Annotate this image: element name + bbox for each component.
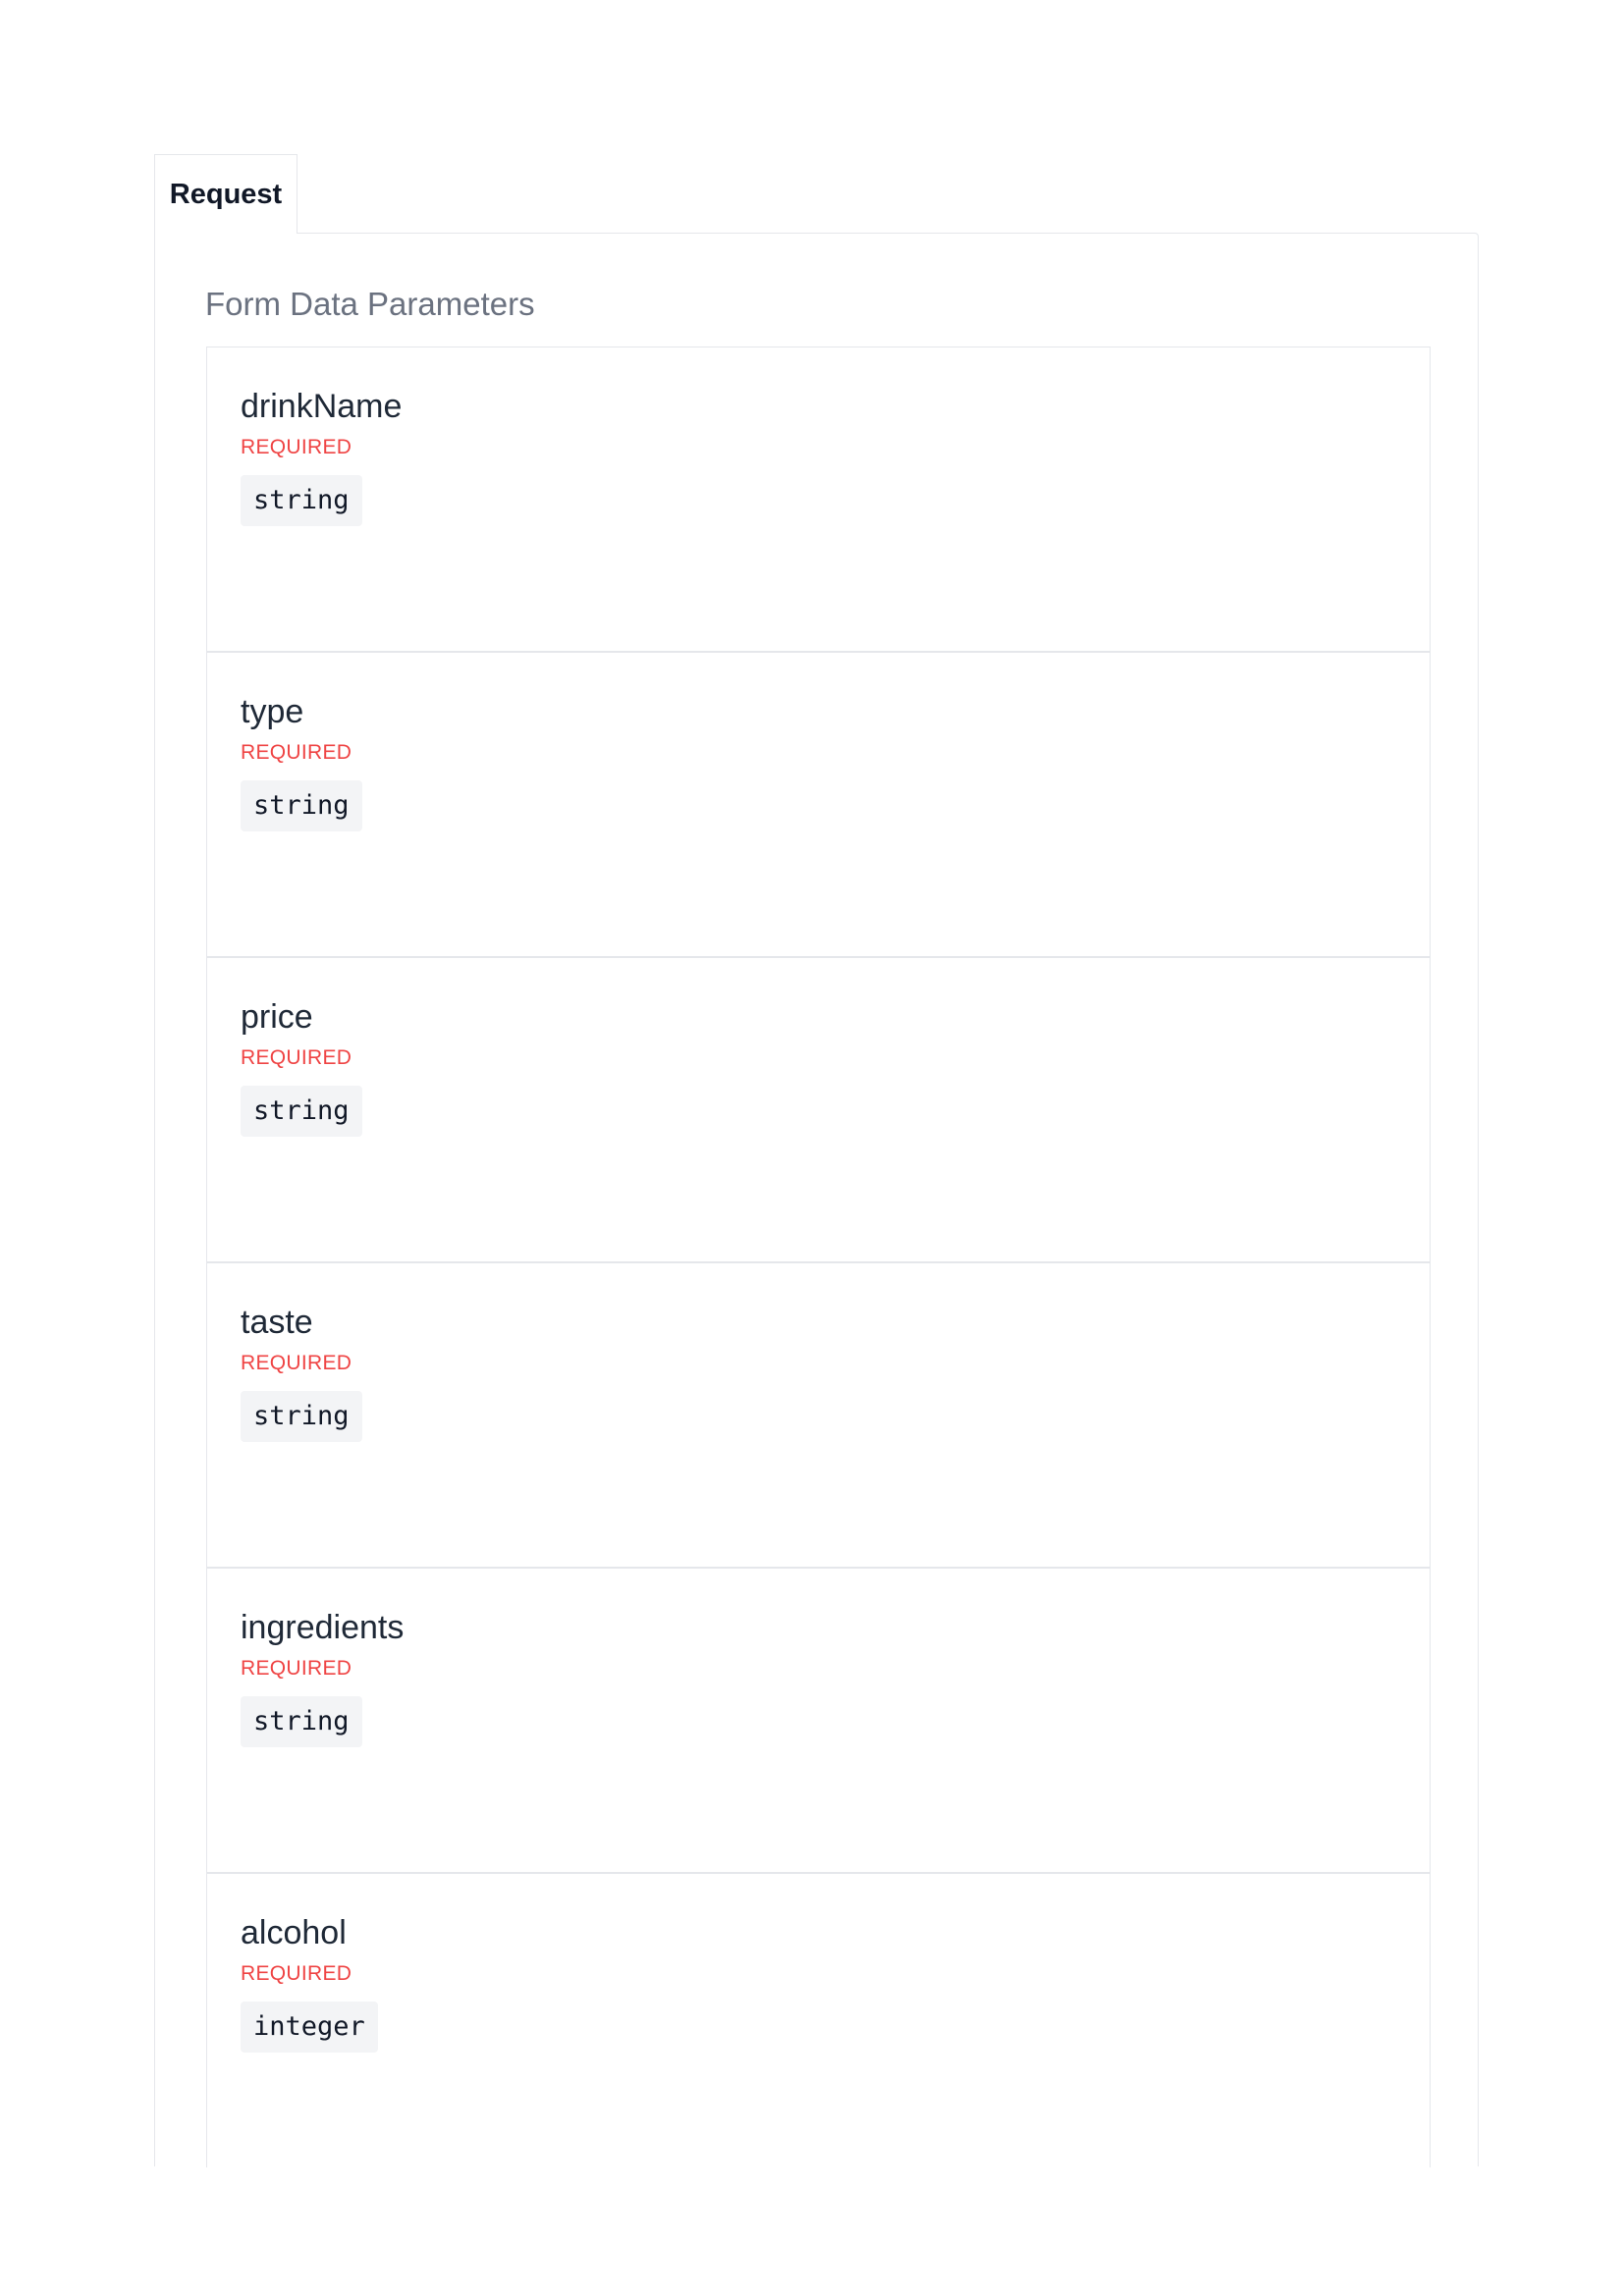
tab-request-label: Request bbox=[169, 178, 283, 210]
type-badge: string bbox=[241, 1391, 362, 1442]
parameter-item-alcohol bbox=[207, 1874, 1430, 2167]
parameter-name: type bbox=[241, 693, 304, 730]
parameter-item-drinkname bbox=[207, 347, 1430, 653]
required-label: REQUIRED bbox=[241, 741, 352, 764]
required-label: REQUIRED bbox=[241, 1657, 352, 1680]
section-title: Form Data Parameters bbox=[205, 286, 535, 322]
parameter-item-taste bbox=[207, 1263, 1430, 1569]
parameter-name: ingredients bbox=[241, 1609, 405, 1646]
type-badge: string bbox=[241, 475, 362, 526]
type-badge: string bbox=[241, 780, 362, 831]
request-panel bbox=[154, 233, 1479, 2166]
tab-request[interactable] bbox=[154, 154, 298, 234]
parameter-item-price bbox=[207, 958, 1430, 1263]
required-label: REQUIRED bbox=[241, 1962, 352, 1985]
parameter-item-ingredients bbox=[207, 1569, 1430, 1874]
type-badge: string bbox=[241, 1086, 362, 1137]
parameter-list bbox=[206, 347, 1431, 2167]
type-badge: integer bbox=[241, 2002, 378, 2053]
parameter-name: price bbox=[241, 998, 313, 1036]
parameter-item-type bbox=[207, 653, 1430, 958]
required-label: REQUIRED bbox=[241, 436, 352, 458]
parameter-name: alcohol bbox=[241, 1914, 347, 1951]
parameter-name: drinkName bbox=[241, 388, 403, 425]
required-label: REQUIRED bbox=[241, 1352, 352, 1374]
type-badge: string bbox=[241, 1696, 362, 1747]
required-label: REQUIRED bbox=[241, 1046, 352, 1069]
parameter-name: taste bbox=[241, 1304, 313, 1341]
